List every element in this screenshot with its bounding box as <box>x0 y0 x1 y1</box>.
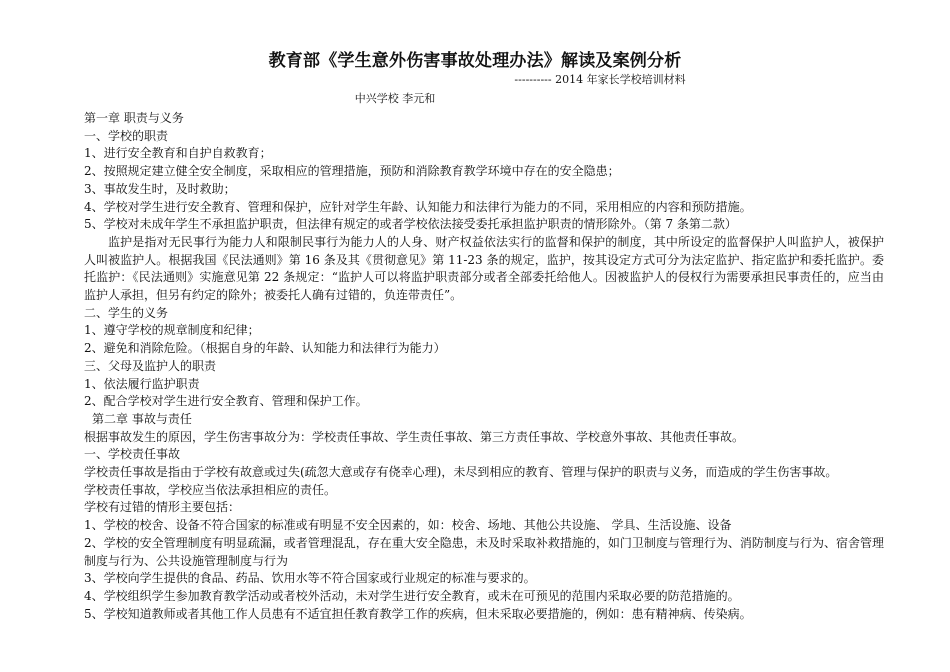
document-title: 教育部《学生意外伤害事故处理办法》解读及案例分析 <box>268 51 682 71</box>
student-duty-item: 2、避免和消除危险。（根据自身的年龄、认知能力和法律行为能力） <box>84 341 446 356</box>
school-duty-item: 5、学校对未成年学生不承担监护职责，但法律有规定的或者学校依法接受委托承担监护职责的情形除外。（第 7 条第二款） <box>84 217 737 232</box>
parent-duty-item: 1、依法履行监护职责 <box>84 376 200 391</box>
guardianship-paragraph: 监护是指对无民事行为能力人和限制民事行为能力人的人身、财产权益依法实行的监督和保护的制度，其中所设定的监督保护人叫监护人，被保护人叫被监护人。根据我国《民法通则》第 16 条及其《贯彻意见》第 11-23 条的规定，监护，按其设定方式可分为法定监护、指定监护和委托监护。委托监护：《民法通则》实施意见第 22 条规定：“监护人可以将监护职责部分或者全部委托给他人。因被监护人的侵权行为需要承担民事责任的，应当由监护人承担，但另有约定的除外；被委托人确有过错的，负连带责任”。 <box>84 234 884 303</box>
school-duty-item: 4、学校对学生进行安全教育、管理和保护，应针对学生年龄、认知能力和法律行为能力的不同，采用相应的内容和预防措施。 <box>84 199 752 214</box>
school-fault-item: 3、学校向学生提供的食品、药品、饮用水等不符合国家或行业规定的标准与要求的。 <box>84 571 536 586</box>
document-body <box>84 110 884 623</box>
student-duty-item: 1、遵守学校的规章制度和纪律； <box>84 323 260 338</box>
school-fault-item: 5、学校知道教师或者其他工作人员患有不适宜担任教育教学工作的疾病，但未采取必要措施的，例如：患有精神病、传染病。 <box>84 606 752 621</box>
student-duties-heading: 二、学生的义务 <box>84 305 169 320</box>
school-fault-item: 2、学校的安全管理制度有明显疏漏，或者管理混乱，存在重大安全隐患，未及时采取补救措施的，如门卫制度与管理行为、消防制度与行为、宿舍管理制度与行为、公共设施管理制度与行为 <box>84 535 884 568</box>
parent-duties-heading: 三、父母及监护人的职责 <box>84 358 217 373</box>
document-subtitle: ---------- 2014 年家长学校培训材料 <box>514 73 686 86</box>
author-line: 中兴学校 李元和 <box>354 92 436 105</box>
school-fault-item: 4、学校组织学生参加教育教学活动或者校外活动，未对学生进行安全教育，或未在可预见的范围内采取必要的防范措施的。 <box>84 588 740 603</box>
school-duty-item: 3、事故发生时，及时救助； <box>84 181 236 196</box>
school-duty-item: 1、进行安全教育和自护自救教育； <box>84 146 272 161</box>
accident-classification: 根据事故发生的原因，学生伤害事故分为：学校责任事故、学生责任事故、第三方责任事故、学校意外事故、其他责任事故。 <box>84 429 745 444</box>
chapter-1-heading: 第一章 职责与义务 <box>84 111 184 125</box>
chapter-2-heading: 第二章 事故与责任 <box>92 411 192 426</box>
school-duties-heading: 一、学校的职责 <box>84 128 169 143</box>
school-fault-item: 1、学校的校舍、设备不符合国家的标准或有明显不安全因素的，如：校舍、场地、其他公共设施、 学具、生活设施、设备 <box>84 518 732 533</box>
school-liability-heading: 一、学校责任事故 <box>84 447 181 462</box>
school-liability-definition: 学校责任事故是指由于学校有故意或过失(疏忽大意或存有侥幸心理)，未尽到相应的教育、管理与保护的职责与义务，而造成的学生伤害事故。 <box>84 465 838 480</box>
school-duty-item: 2、按照规定建立健全安全制度，采取相应的管理措施，预防和消除教育教学环境中存在的安全隐患； <box>84 164 620 179</box>
school-fault-heading: 学校有过错的情形主要包括： <box>84 500 241 515</box>
school-liability-responsibility: 学校责任事故，学校应当依法承担相应的责任。 <box>84 482 337 497</box>
parent-duty-item: 2、配合学校对学生进行安全教育、管理和保护工作。 <box>84 394 368 409</box>
